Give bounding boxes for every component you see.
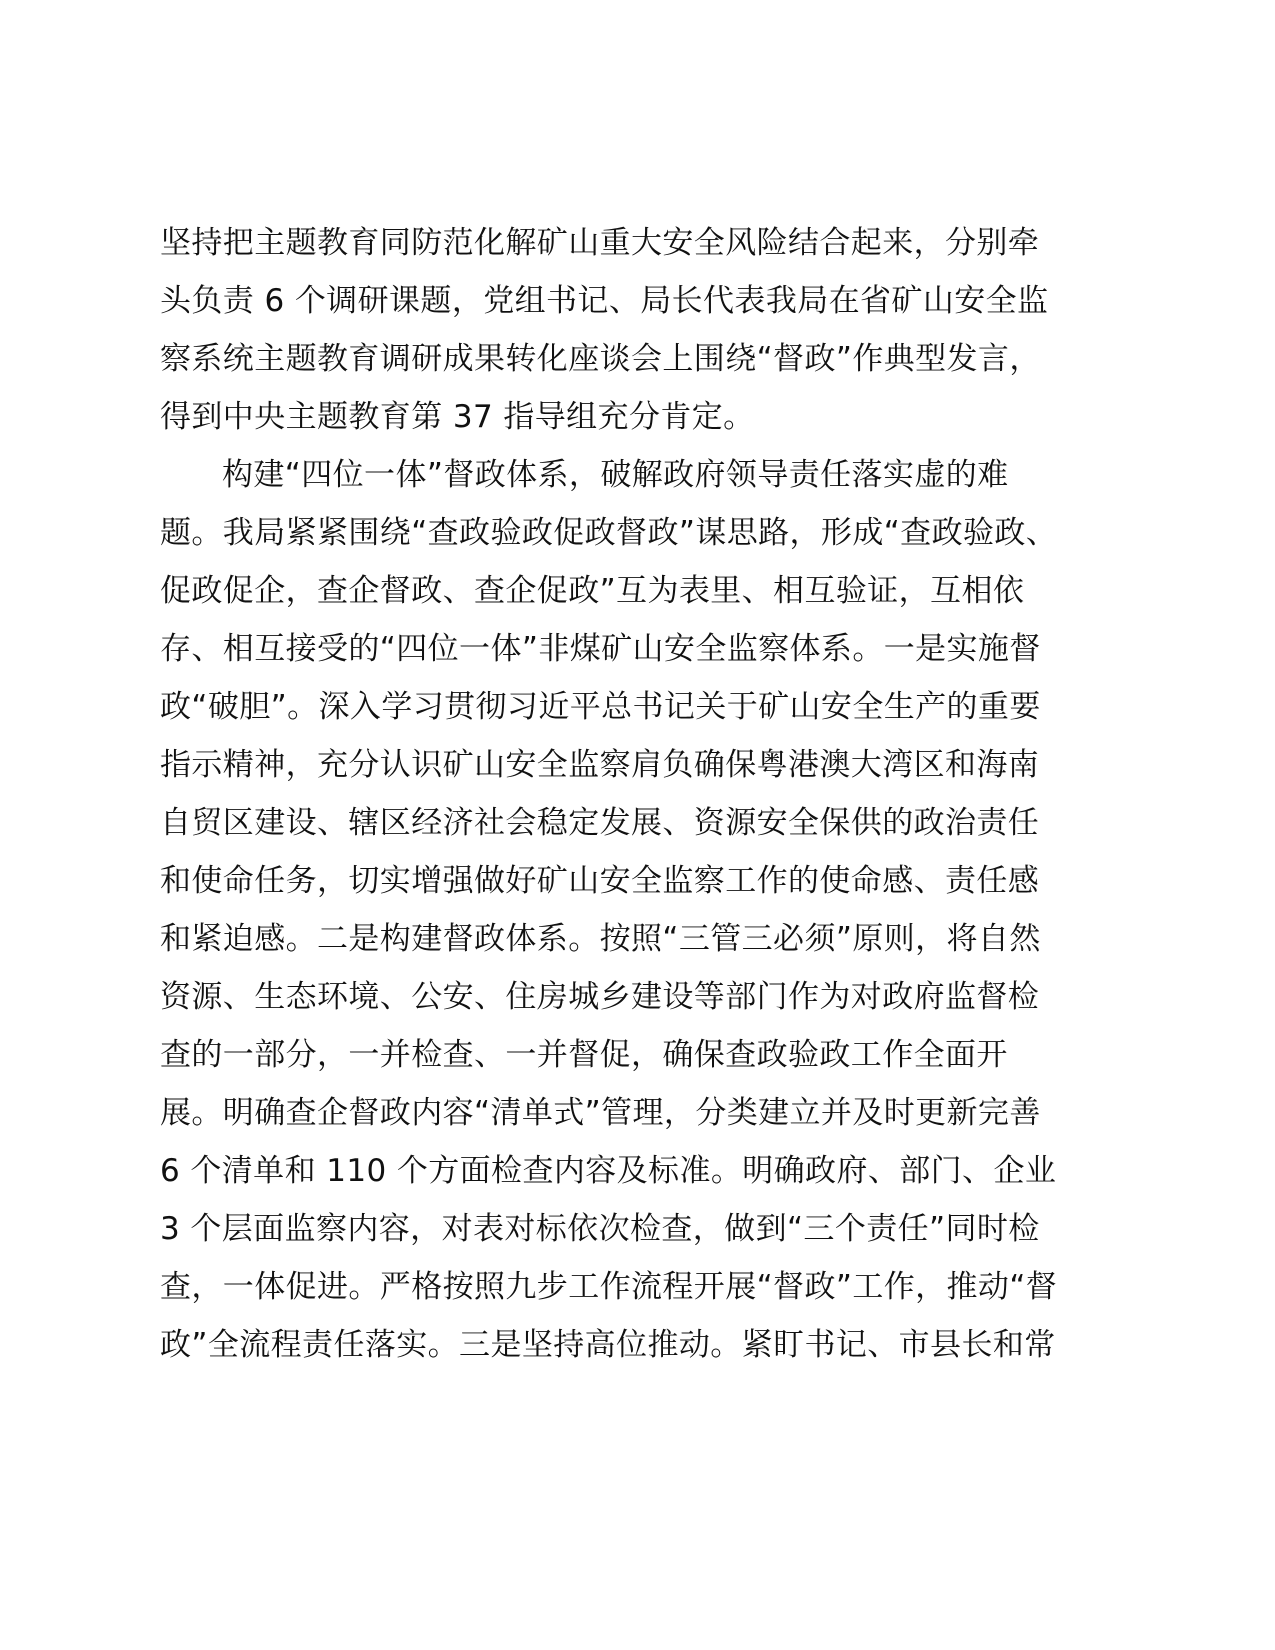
- text-line: 题。我局紧紧围绕“查政验政促政督政”谋思路，形成“查政验政、: [160, 515, 1058, 551]
- text-line: 和使命任务，切实增强做好矿山安全监察工作的使命感、责任感: [160, 863, 1040, 899]
- text-line: 促政促企，查企督政、查企促政”互为表里、相互验证，互相依: [160, 573, 1025, 609]
- text-line: 头负责 6 个调研课题，党组书记、局长代表我局在省矿山安全监: [160, 283, 1049, 319]
- text-line: 存、相互接受的“四位一体”非煤矿山安全监察体系。一是实施督: [160, 631, 1041, 667]
- paragraph-first-line: 构建“四位一体”督政体系，破解政府领导责任落实虚的难: [222, 457, 1009, 493]
- text-line: 6 个清单和 110 个方面检查内容及标准。明确政府、部门、企业: [160, 1153, 1057, 1189]
- text-line: 察系统主题教育调研成果转化座谈会上围绕“督政”作典型发言，: [160, 341, 1041, 377]
- text-line: 政“破胆”。深入学习贯彻习近平总书记关于矿山安全生产的重要: [160, 689, 1041, 725]
- text-line: 指示精神，充分认识矿山安全监察肩负确保粤港澳大湾区和海南: [160, 747, 1040, 783]
- text-line: 展。明确查企督政内容“清单式”管理，分类建立并及时更新完善: [160, 1095, 1041, 1131]
- text-line: 资源、生态环境、公安、住房城乡建设等部门作为对政府监督检: [160, 979, 1040, 1015]
- text-line: 自贸区建设、辖区经济社会稳定发展、资源安全保供的政治责任: [160, 805, 1040, 841]
- body-text: [160, 214, 1080, 1374]
- text-line: 坚持把主题教育同防范化解矿山重大安全风险结合起来，分别牵: [160, 225, 1040, 261]
- text-line: 查，一体促进。严格按照九步工作流程开展“督政”工作，推动“督: [160, 1269, 1058, 1305]
- text-line: 查的一部分，一并检查、一并督促，确保查政验政工作全面开: [160, 1037, 1008, 1073]
- text-line: 政”全流程责任落实。三是坚持高位推动。紧盯书记、市县长和常: [160, 1327, 1056, 1363]
- text-line: 和紧迫感。二是构建督政体系。按照“三管三必须”原则，将自然: [160, 921, 1041, 957]
- text-line: 3 个层面监察内容，对表对标依次检查，做到“三个责任”同时检: [160, 1211, 1040, 1247]
- text-line: 得到中央主题教育第 37 指导组充分肯定。: [160, 399, 755, 435]
